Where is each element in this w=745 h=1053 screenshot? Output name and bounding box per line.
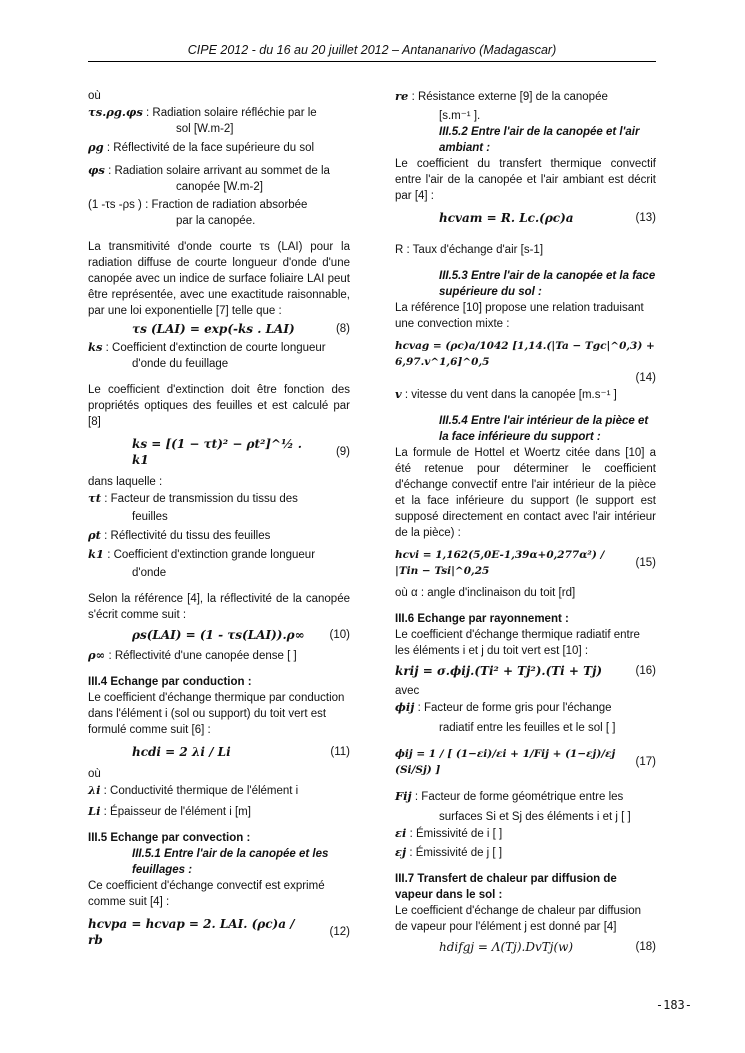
definition-cont: feuilles [132,511,168,523]
symbol: τs.ρg.φs [88,105,143,119]
symbol: εi [395,826,407,840]
equation-number: (12) [329,926,350,938]
definition-cont: radiatif entre les feuilles et le sol [ ] [439,722,616,734]
paragraph: La référence [10] propose une relation traduisant une convection mixte : [395,302,644,330]
page-number: -183- [655,998,692,1012]
subsection-title-3-5-2: III.5.2 Entre l'air de la canopée et l'air ambiant : [439,126,640,154]
equation-number: (9) [335,446,350,458]
symbol: ϕij [395,700,415,714]
right-column [395,88,656,959]
symbol: λi [88,783,101,797]
symbol: ks [88,340,103,354]
definition-cont: par la canopée. [176,215,256,227]
definition: (1 -τs -ρs ) : Fraction de radiation absorbée [88,199,308,211]
definition: : Réflectivité d'une canopée dense [ ] [108,650,297,662]
section-title-3-7: III.7 Transfert de chaleur par diffusion de vapeur dans le sol : [395,873,617,901]
symbol: Li [88,804,101,818]
symbol: k1 [88,547,104,561]
header-rule [88,61,656,62]
equation-number: (18) [635,941,656,953]
definition: : Épaisseur de l'élément i [m] [103,806,251,818]
paragraph: Le coefficient du transfert thermique convectif entre l'air de la canopée et l'air ambiant est décrit par [4] : [395,158,656,202]
definition-cont: d'onde du feuillage [132,358,229,370]
definition: : Réflectivité du tissu des feuilles [104,530,271,542]
text-ou: où [88,90,101,102]
definition-cont: surfaces Si et Sj des éléments i et j [ ] [439,811,631,823]
paragraph: Selon la référence [4], la réflectivité de la canopée s'écrit comme suit : [88,593,350,621]
definition: : Facteur de forme gris pour l'échange [417,702,612,714]
running-header: CIPE 2012 - du 16 au 20 juillet 2012 – Antananarivo (Madagascar) [187,43,557,57]
definition: : vitesse du vent dans la canopée [m.s⁻¹ ] [404,389,617,401]
text-ou: où [88,768,101,780]
equation-number: (15) [635,557,656,569]
definition: : Émissivité de i [ ] [409,828,503,840]
definition: : Résistance externe [9] de la canopée [411,91,608,103]
equation-number: (11) [330,746,350,758]
symbol: Fij [395,789,412,803]
equation-14: hcvag = (ρc)a/1042 [1,14.(|Ta − Tgc|^0,3) + 6,97.v^1,6]^0,5 [395,340,655,368]
paragraph: Le coefficient d'échange thermique par conduction dans l'élément i (sol ou support) du toit vert est formulé comme suit [6] : [88,692,345,736]
definition: : Conductivité thermique de l'élément i [103,785,299,797]
subsection-title-3-5-4: III.5.4 Entre l'air intérieur de la pièce et la face inférieure du support : [439,415,649,443]
section-title-3-6: III.6 Echange par rayonnement : [395,613,569,625]
definition: : Radiation solaire arrivant au sommet de la [108,165,330,177]
equation-12: hcvpa = hcvap = 2. LAI. (ρc)a / rb [88,917,295,947]
definition-cont: d'onde [132,567,167,579]
equation-number: (17) [635,756,656,768]
left-column [88,88,350,954]
equation-17: ϕij = 1 / [ (1−εi)/εi + 1/Fij + (1−εj)/εj (Si/Sj) ] [395,748,616,776]
equation-13: hcvam = R. Lc.(ρc)a [439,211,574,225]
definition: : Facteur de forme géométrique entre les [414,791,624,803]
definition: : Émissivité de j [ ] [409,847,503,859]
paragraph: Le coefficient d'extinction doit être fonction des propriétés optiques des feuilles et est calculé par [8] [88,384,350,428]
symbol: ρ∞ [88,648,106,662]
definition: où α : angle d'inclinaison du toit [rd] [395,587,576,599]
definition: : Réflectivité de la face supérieure du sol [106,142,315,154]
paragraph: Le coefficient d'échange de chaleur par diffusion de vapeur pour l'élément j est donné par [4] [395,905,642,933]
equation-9: ks = [(1 − τt)² − ρt²]^½ . k1 [132,437,302,467]
text-avec: avec [395,685,420,697]
equation-11: hcdi = 2 λi / Li [132,745,231,759]
symbol: re [395,89,409,103]
definition: : Coefficient d'extinction grande longueur [107,549,316,561]
equation-number: (16) [635,665,656,677]
equation-15: hcvi = 1,162(5,0E-1,39α+0,277α²) / |Tin − Tsi|^0,25 [395,549,605,577]
paragraph: Ce coefficient d'échange convectif est exprimé comme suit [4] : [88,880,325,908]
definition-cont: canopée [W.m-2] [176,181,263,193]
equation-16: krij = σ.ϕij.(Ti² + Tj²).(Ti + Tj) [395,664,603,678]
section-title-3-4: III.4 Echange par conduction : [88,676,252,688]
paragraph: Le coefficient d'échange thermique radiatif entre les éléments i et j du toit vert est [10] : [395,629,640,657]
subsection-title-3-5-3: III.5.3 Entre l'air de la canopée et la face supérieure du sol : [439,270,656,298]
equation-18: hdifgj = Λ(Tj).DvTj(w) [439,940,574,954]
symbol: εj [395,845,407,859]
paragraph: La formule de Hottel et Woertz citée dans [10] a été retenue pour déterminer le coefficient d'échange convectif entre l'air intérieur de la pièce et la face inférieure du support (le support est supposé directement en contact avec l'air intérieur de la pièce) : [395,447,656,539]
subsection-title-3-5-1: III.5.1 Entre l'air de la canopée et les feuillages : [132,848,329,876]
symbol: τt [88,491,102,505]
equation-number: (14) [635,372,656,384]
equation-number: (13) [635,212,656,224]
definition-cont: [s.m⁻¹ ]. [439,110,481,122]
definition: : Facteur de transmission du tissu des [104,493,298,505]
equation-number: (10) [329,629,350,641]
definition-cont: sol [W.m-2] [176,123,234,135]
equation-10: ρs(LAI) = (1 - τs(LAI)).ρ∞ [132,628,305,642]
definition: : Radiation solaire réfléchie par le [146,107,317,119]
symbol: ρt [88,528,101,542]
symbol: v [395,387,402,401]
section-title-3-5: III.5 Echange par convection : [88,832,251,844]
definition: : Coefficient d'extinction de courte longueur [105,342,326,354]
symbol: ρg [88,140,104,154]
definition: R : Taux d'échange d'air [s-1] [395,244,544,256]
symbol: φs [88,163,105,177]
equation-8: τs (LAI) = exp(-ks . LAI) [132,322,295,336]
equation-number: (8) [335,323,350,335]
text-dans: dans laquelle : [88,476,163,488]
paragraph: La transmitivité d'onde courte τs (LAI) pour la radiation diffuse de courte longueur d'onde d'une canopée avec un indice de surface foliaire LAI peut être représentée, avec une exactitude raisonnable, par une loi exponentielle [7] telle que : [88,241,350,317]
